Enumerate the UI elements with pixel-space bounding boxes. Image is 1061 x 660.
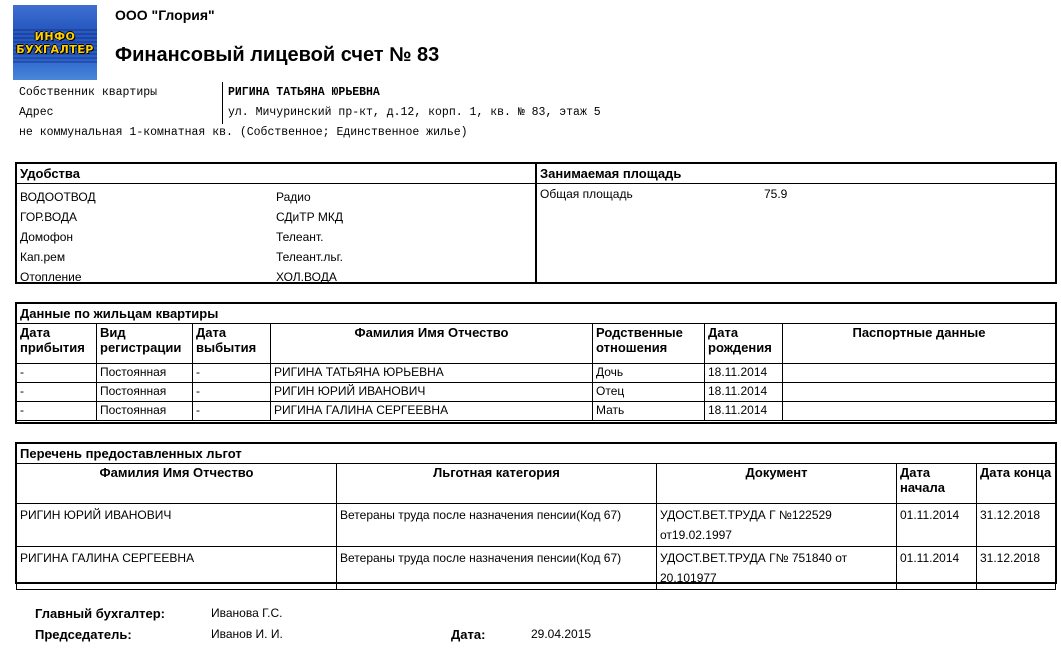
organization-name: ООО "Глория" — [115, 7, 215, 23]
amenity-item: ВОДООТВОД — [20, 190, 96, 204]
area-label: Общая площадь — [540, 187, 633, 201]
residents-title: Данные по жильцам квартиры — [20, 306, 219, 321]
cell — [783, 383, 1056, 402]
amenity-item: Отопление — [20, 270, 82, 284]
amenity-item: Кап.рем — [20, 250, 66, 264]
cell: Мать — [593, 402, 705, 421]
amenities-area-section — [15, 162, 1057, 284]
cell: РИГИНА ТАТЬЯНА ЮРЬЕВНА — [271, 364, 593, 383]
cell: Постоянная — [97, 383, 193, 402]
cell: 18.11.2014 — [705, 383, 783, 402]
amenities-col2 — [276, 187, 343, 287]
page-title: Финансовый лицевой счет № 83 — [115, 44, 440, 66]
benefits-section — [15, 442, 1057, 584]
owner-label: Собственник квартиры — [19, 86, 158, 99]
date-value: 29.04.2015 — [531, 627, 592, 641]
company-logo — [13, 5, 97, 80]
table-row — [17, 547, 1056, 590]
cell: 31.12.2018 — [977, 547, 1056, 590]
col-document: Документ — [657, 464, 897, 504]
address-value: ул. Мичуринский пр-кт, д.12, корп. 1, кв. № 83, этаж 5 — [228, 106, 601, 119]
amenity-item: ХОЛ.ВОДА — [276, 270, 337, 284]
area-title: Занимаемая площадь — [540, 166, 682, 181]
col-benefit-category: Льготная категория — [337, 464, 657, 504]
cell: - — [193, 402, 271, 421]
cell: РИГИНА ГАЛИНА СЕРГЕЕВНА — [17, 547, 337, 590]
cell: - — [17, 402, 97, 421]
col-full-name: Фамилия Имя Отчество — [17, 464, 337, 504]
apartment-note: не коммунальная 1-комнатная кв. (Собственное; Единственное жилье) — [19, 126, 468, 139]
cell: 01.11.2014 — [897, 504, 977, 547]
logo-text-line2: БУХГАЛТЕР — [16, 43, 94, 56]
cell: - — [17, 364, 97, 383]
cell: - — [193, 364, 271, 383]
cell: Постоянная — [97, 402, 193, 421]
col-departure-date: Дата выбытия — [193, 324, 271, 364]
residents-table — [16, 323, 1056, 421]
amenity-item: Телеант. — [276, 230, 324, 244]
chief-accountant-label: Главный бухгалтер: — [35, 606, 166, 621]
cell: 01.11.2014 — [897, 547, 977, 590]
amenity-item: ГОР.ВОДА — [20, 210, 78, 224]
cell: Постоянная — [97, 364, 193, 383]
amenity-item: СДиТР МКД — [276, 210, 344, 224]
chairman-label: Председатель: — [35, 627, 132, 642]
amenities-col1 — [20, 187, 96, 287]
col-end-date: Дата конца — [977, 464, 1056, 504]
benefits-title: Перечень предоставленных льгот — [20, 446, 242, 461]
cell: РИГИН ЮРИЙ ИВАНОВИЧ — [271, 383, 593, 402]
table-row — [17, 504, 1056, 547]
amenity-item: Домофон — [20, 230, 74, 244]
cell: - — [193, 383, 271, 402]
amenity-item: Радио — [276, 190, 311, 204]
cell: УДОСТ.ВЕТ.ТРУДА Г №122529 от19.02.1997 — [657, 504, 897, 547]
cell: - — [17, 383, 97, 402]
col-birth-date: Дата рождения — [705, 324, 783, 364]
col-registration-type: Вид регистрации — [97, 324, 193, 364]
table-row — [17, 402, 1056, 421]
area-value: 75.9 — [764, 187, 788, 201]
cell — [783, 402, 1056, 421]
date-label: Дата: — [451, 627, 486, 642]
owner-value: РИГИНА ТАТЬЯНА ЮРЬЕВНА — [228, 86, 380, 99]
cell: УДОСТ.ВЕТ.ТРУДА Г№ 751840 от 20.101977 — [657, 547, 897, 590]
chief-accountant-name: Иванова Г.С. — [211, 606, 283, 620]
table-row — [17, 383, 1056, 402]
cell: 18.11.2014 — [705, 364, 783, 383]
cell: 31.12.2018 — [977, 504, 1056, 547]
table-row — [17, 364, 1056, 383]
col-relationship: Родственные отношения — [593, 324, 705, 364]
col-passport: Паспортные данные — [783, 324, 1056, 364]
cell — [783, 364, 1056, 383]
cell: РИГИН ЮРИЙ ИВАНОВИЧ — [17, 504, 337, 547]
cell: 18.11.2014 — [705, 402, 783, 421]
chairman-name: Иванов И. И. — [211, 627, 283, 641]
col-arrival-date: Дата прибытия — [17, 324, 97, 364]
col-start-date: Дата начала — [897, 464, 977, 504]
cell: Отец — [593, 383, 705, 402]
owner-divider — [222, 82, 223, 124]
address-label: Адрес — [19, 106, 54, 119]
cell: Ветераны труда после назначения пенсии(Код 67) — [337, 504, 657, 547]
benefits-table — [16, 463, 1056, 590]
logo-text-line1: ИНФО — [34, 30, 76, 43]
cell: Ветераны труда после назначения пенсии(Код 67) — [337, 547, 657, 590]
amenity-item: Телеант.льг. — [276, 250, 343, 264]
residents-section — [15, 302, 1057, 424]
cell: Дочь — [593, 364, 705, 383]
cell: РИГИНА ГАЛИНА СЕРГЕЕВНА — [271, 402, 593, 421]
col-full-name: Фамилия Имя Отчество — [271, 324, 593, 364]
amenities-title: Удобства — [20, 166, 80, 181]
